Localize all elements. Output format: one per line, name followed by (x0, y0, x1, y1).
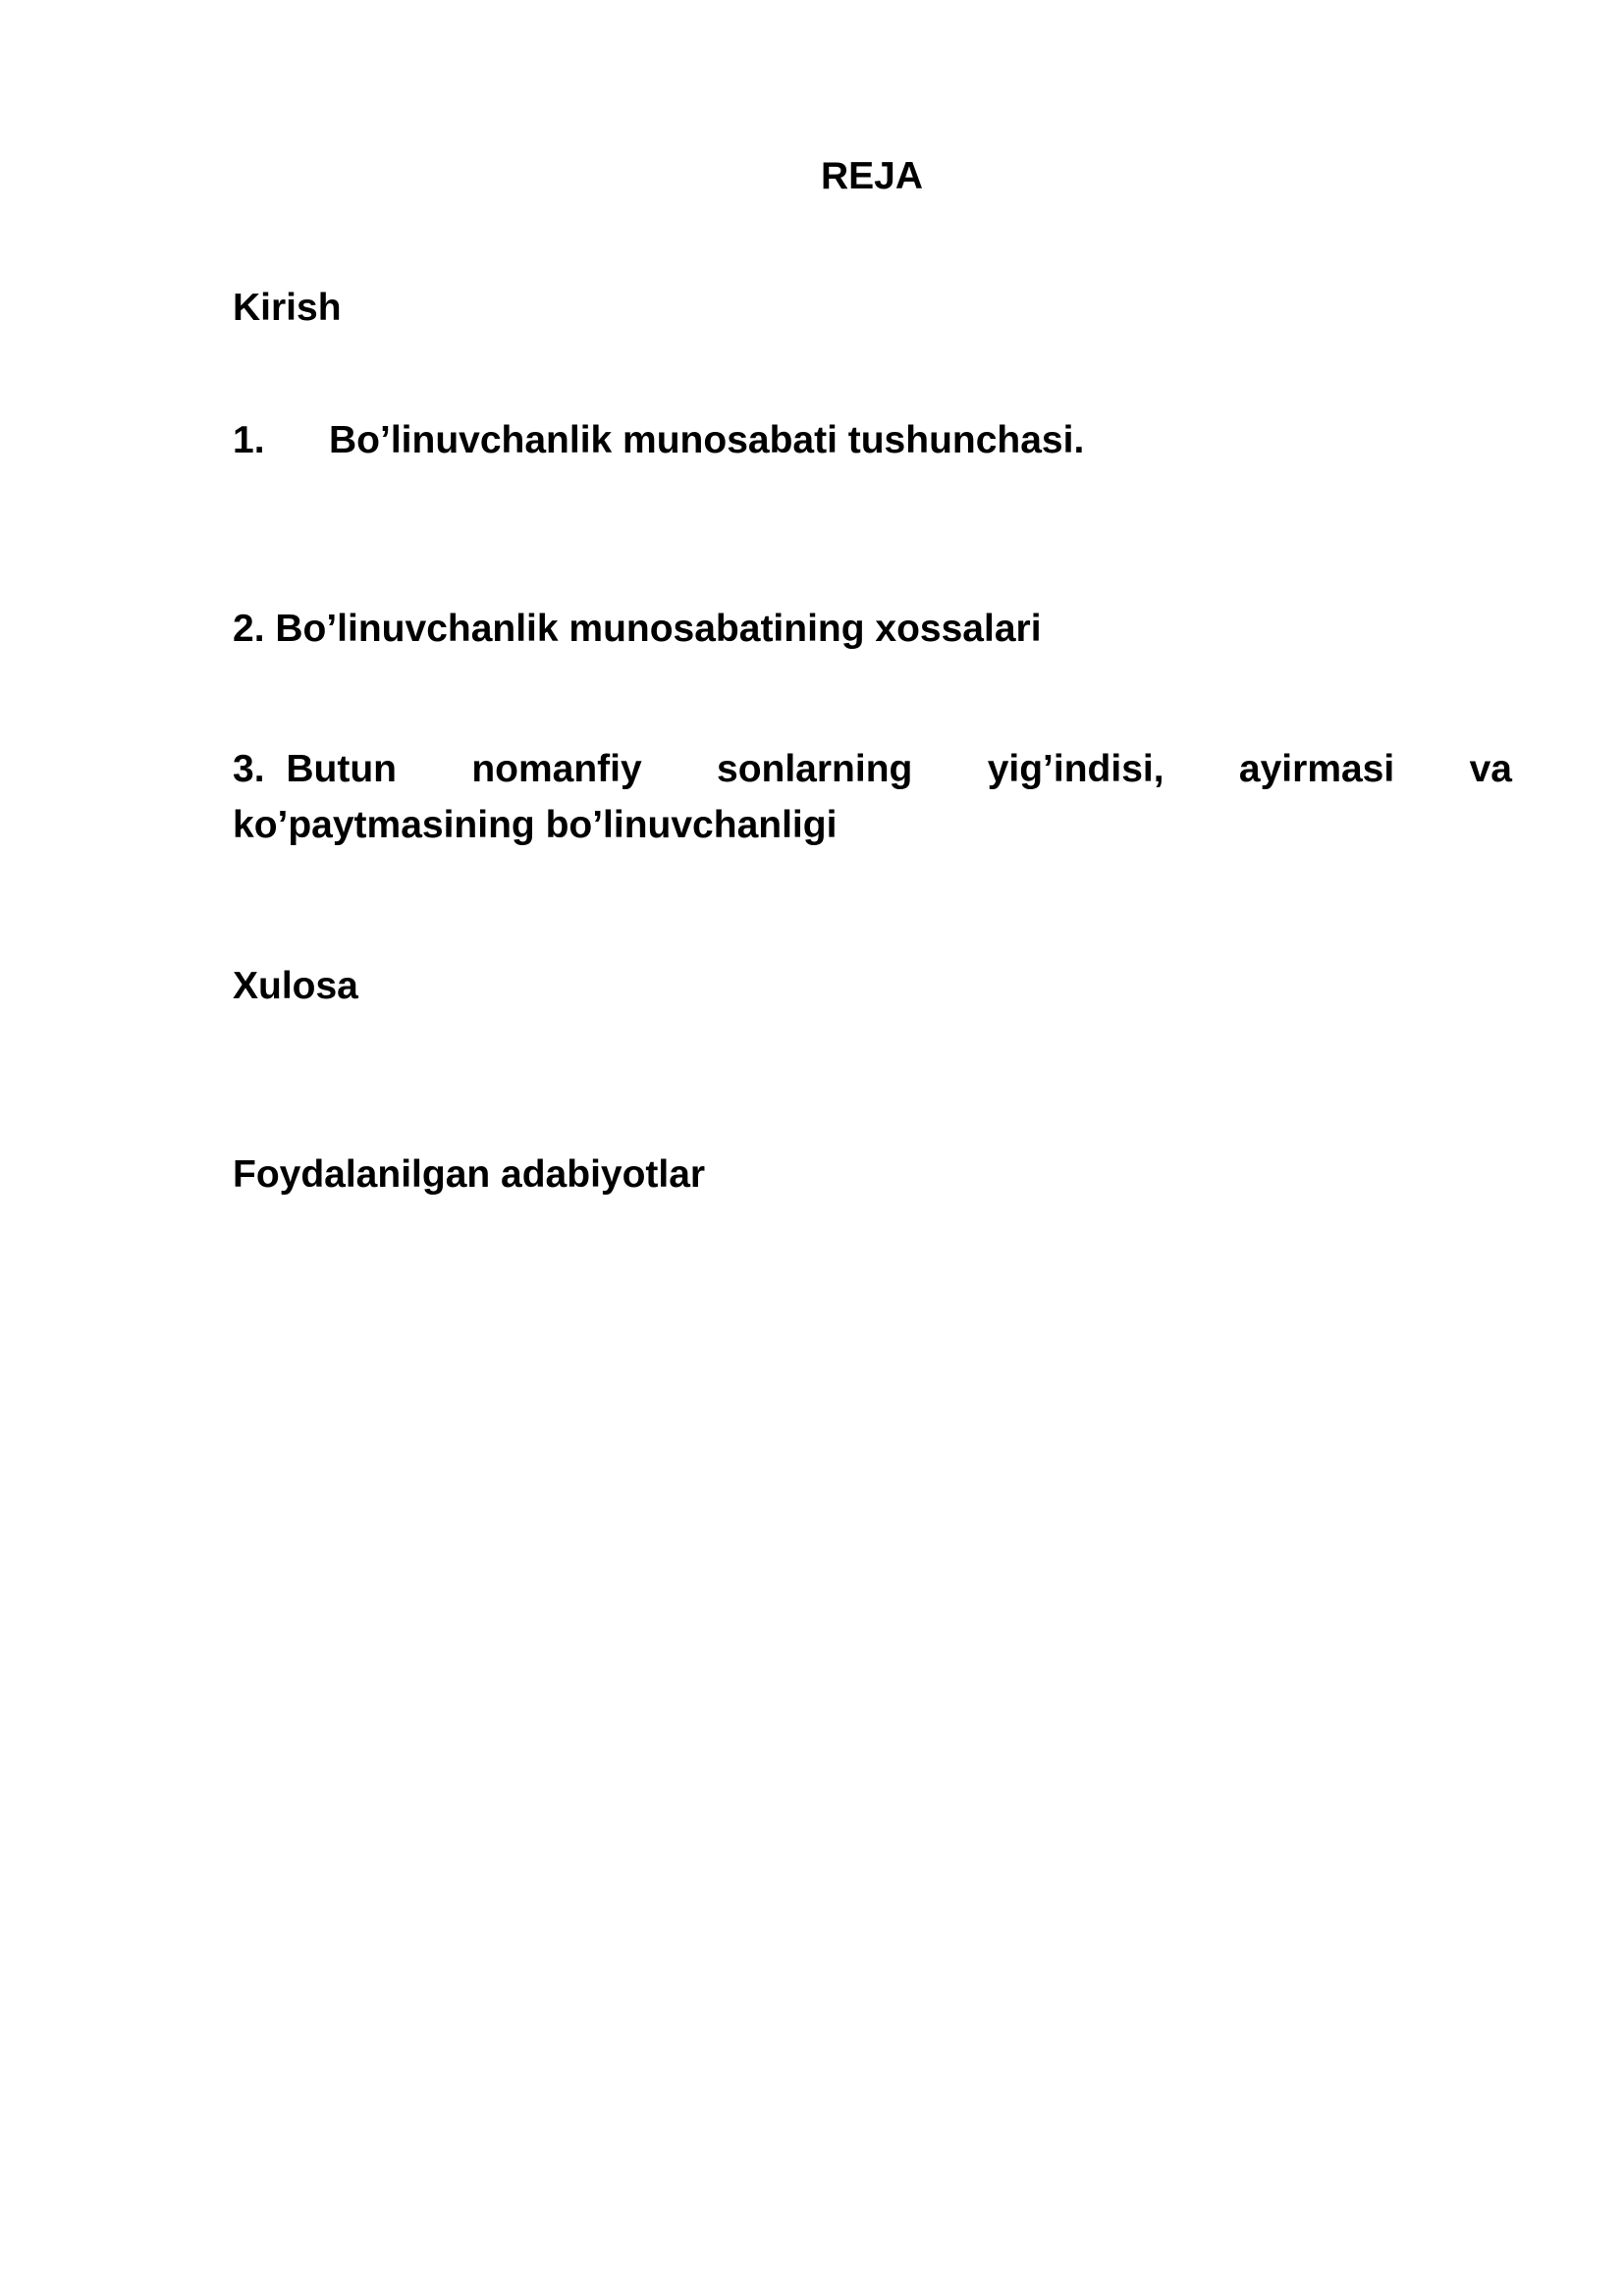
plan-item-3-number: 3. (233, 748, 265, 790)
plan-item-intro: Kirish (233, 287, 342, 329)
plan-item-1 (233, 417, 1084, 464)
plan-item-conclusion: Xulosa (233, 965, 358, 1007)
plan-item-2: 2. Bo’linuvchanlik munosabatining xossalari (233, 608, 1042, 650)
plan-item-3-continuation: ko’paytmasining bo’linuvchanligi (233, 804, 838, 846)
plan-item-3-word: va (1469, 748, 1512, 790)
plan-item-3-word: sonlarning (717, 748, 913, 790)
plan-item-3-word: yig’indisi, (987, 748, 1164, 790)
plan-item-1-number: 1. (233, 419, 265, 461)
plan-item-3-word: Butun (286, 748, 397, 790)
plan-item-3-first-line (233, 737, 1512, 802)
plan-item-references: Foydalanilgan adabiyotlar (233, 1153, 706, 1196)
page-title (0, 153, 1624, 200)
plan-item-3-word: nomanfiy (471, 748, 642, 790)
plan-item-3-word: ayirmasi (1238, 748, 1395, 790)
title-text: REJA (820, 155, 924, 197)
plan-item-1-text: Bo’linuvchanlik munosabati tushunchasi. (329, 419, 1085, 461)
